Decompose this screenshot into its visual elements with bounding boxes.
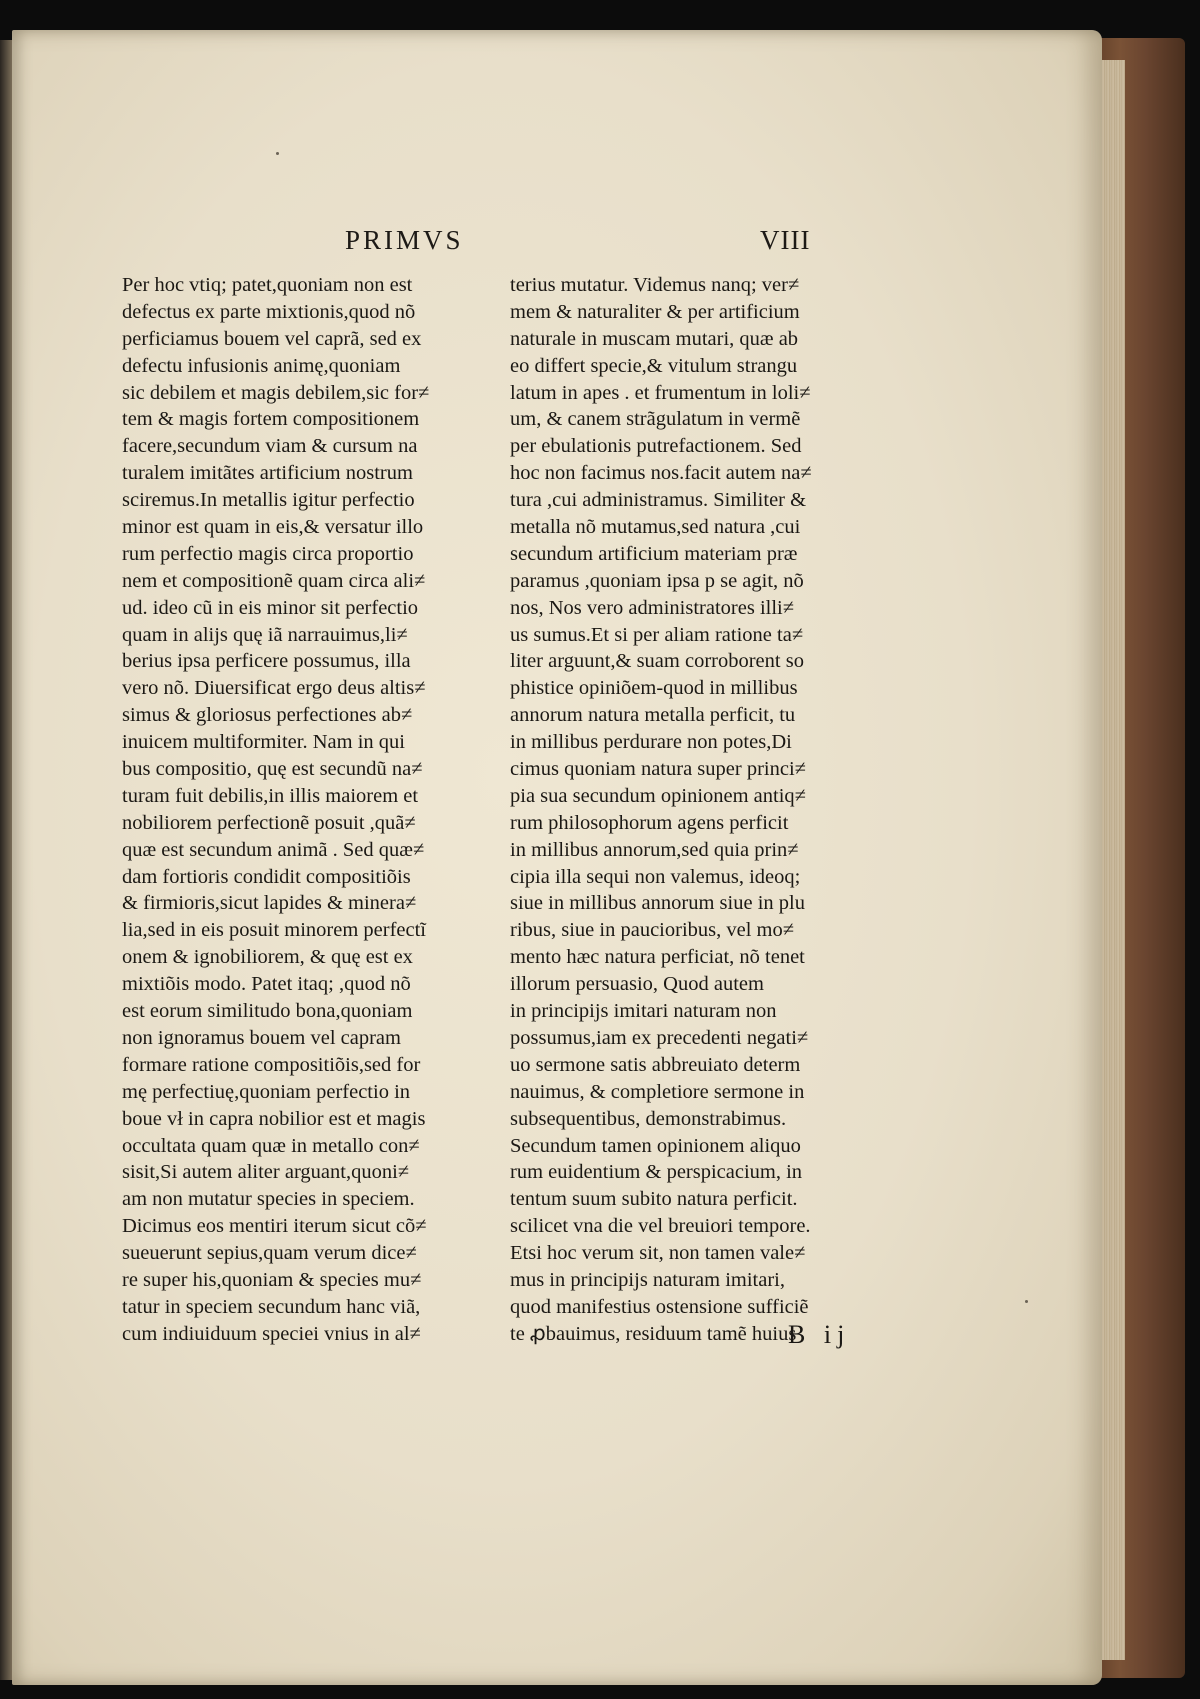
text-line: berius ipsa perficere possumus, illa — [122, 650, 411, 673]
left-page-edge — [0, 40, 12, 1680]
right-text-column — [510, 272, 910, 1348]
text-line: dam fortioris condidit compositiõis — [122, 865, 411, 888]
text-line: quam in alijs quę iã narrauimus,li≠ — [122, 623, 408, 646]
text-line: mento hæc natura perficiat, nõ tenet — [510, 946, 805, 969]
text-line: paramus ,quoniam ipsa p se agit, nõ — [510, 569, 804, 592]
text-line: nobiliorem perfectionẽ posuit ,quã≠ — [122, 811, 416, 834]
text-line: siue in millibus annorum siue in plu — [510, 892, 805, 915]
text-line: am non mutatur species in speciem. — [122, 1188, 415, 1211]
text-line: ud. ideo cũ in eis minor sit perfectio — [122, 596, 419, 619]
text-line: re super his,quoniam & species mu≠ — [122, 1268, 422, 1291]
text-line: subsequentibus, demonstrabimus. — [510, 1107, 787, 1130]
text-line: sic debilem et magis debilem,sic for≠ — [122, 381, 430, 404]
text-line: onem & ignobiliorem, & quę est ex — [122, 946, 413, 969]
text-line: perficiamus bouem vel caprã, sed ex — [122, 327, 422, 350]
text-line: minor est quam in eis,& versatur illo — [122, 516, 424, 539]
text-line: rum euidentium & perspicacium, in — [510, 1161, 803, 1184]
text-line: defectus ex parte mixtionis,quod nõ — [122, 300, 416, 323]
text-line: illorum persuasio, Quod autem — [510, 973, 764, 996]
text-line: scilicet vna die vel breuiori tempore. — [510, 1215, 811, 1238]
text-line: hoc non facimus nos.facit autem na≠ — [510, 462, 812, 485]
text-line: facere,secundum viam & cursum na — [122, 435, 418, 458]
signature-mark: B ij — [788, 1320, 851, 1349]
text-line: terius mutatur. Videmus nanq; ver≠ — [510, 274, 800, 296]
text-line: secundum artificium materiam præ — [510, 542, 798, 565]
folio-number: VIII — [760, 225, 811, 255]
text-line: nem et compositionẽ quam circa ali≠ — [122, 569, 426, 592]
text-line: formare ratione compositiõis,sed for — [122, 1053, 421, 1076]
text-line: mem & naturaliter & per artificium — [510, 300, 800, 323]
text-line: in millibus perdurare non potes,Di — [510, 731, 792, 754]
text-line: in principijs imitari naturam non — [510, 1000, 777, 1023]
text-line: quod manifestius ostensione sufficiẽ — [510, 1295, 809, 1318]
paper-speck — [1025, 1300, 1028, 1303]
text-line: naturale in muscam mutari, quæ ab — [510, 327, 799, 350]
text-line: tatur in speciem secundum hanc viã, — [122, 1295, 421, 1318]
text-line: turalem imitãtes artificium nostrum — [122, 462, 413, 485]
text-line: tentum suum subito natura perficit. — [510, 1188, 798, 1211]
text-line: quæ est secundum animã . Sed quæ≠ — [122, 838, 425, 861]
text-line: simus & gloriosus perfectiones ab≠ — [122, 704, 413, 727]
text-line: phistice opiniõem-quod in millibus — [510, 677, 798, 700]
text-line: liter arguunt,& suam corroborent so — [510, 650, 804, 673]
text-line: mę perfectiuę,quoniam perfectio in — [122, 1080, 411, 1103]
text-line: vero nõ. Diuersificat ergo deus altis≠ — [122, 677, 426, 700]
text-line: Secundum tamen opinionem aliquo — [510, 1134, 801, 1157]
text-line: possumus,iam ex precedenti negati≠ — [510, 1026, 809, 1049]
text-line: Per hoc vtiq; patet,quoniam non est — [122, 274, 413, 296]
text-line: nos, Nos vero administratores illi≠ — [510, 596, 794, 619]
text-line: cum indiuiduum speciei vnius in al≠ — [122, 1322, 421, 1345]
text-line: in millibus annorum,sed quia prin≠ — [510, 838, 799, 861]
text-line: sciremus.In metallis igitur perfectio — [122, 489, 415, 512]
text-line: mixtiõis modo. Patet itaq; ,quod nõ — [122, 973, 411, 996]
text-line: Etsi hoc verum sit, non tamen vale≠ — [510, 1242, 806, 1265]
text-line: latum in apes . et frumentum in loli≠ — [510, 381, 811, 404]
text-line: cimus quoniam natura super princi≠ — [510, 758, 806, 781]
text-line: eo differt specie,& vitulum strangu — [510, 354, 798, 377]
text-line: metalla nõ mutamus,sed natura ,cui — [510, 516, 801, 539]
text-line: est eorum similitudo bona,quoniam — [122, 1000, 413, 1023]
left-text-column — [122, 272, 522, 1348]
text-line: ribus, siue in paucioribus, vel mo≠ — [510, 919, 794, 942]
text-line: non ignoramus bouem vel capram — [122, 1026, 401, 1049]
text-line: um, & canem strãgulatum in vermẽ — [510, 408, 801, 431]
text-line: tem & magis fortem compositionem — [122, 408, 420, 431]
text-line: tura ,cui administramus. Similiter & — [510, 489, 807, 512]
text-line: occultata quam quæ in metallo con≠ — [122, 1134, 420, 1157]
text-line: pia sua secundum opinionem antiq≠ — [510, 784, 806, 807]
text-line: uo sermone satis abbreuiato determ — [510, 1053, 801, 1076]
text-line: & firmioris,sicut lapides & minera≠ — [122, 892, 417, 915]
text-line: per ebulationis putrefactionem. Sed — [510, 435, 802, 458]
paper-speck — [276, 152, 279, 155]
text-line: nauimus, & completiore sermone in — [510, 1080, 805, 1103]
text-line: Dicimus eos mentiri iterum sicut cõ≠ — [122, 1215, 427, 1238]
text-line: bus compositio, quę est secundũ na≠ — [122, 758, 423, 781]
text-line: lia,sed in eis posuit minorem perfectĩ — [122, 919, 427, 942]
text-line: rum perfectio magis circa proportio — [122, 542, 414, 565]
text-line: us sumus.Et si per aliam ratione ta≠ — [510, 623, 804, 646]
running-head-left: PRIMVS — [345, 225, 464, 255]
text-line: sisit,Si autem aliter arguant,quoni≠ — [122, 1161, 410, 1184]
text-line: sueuerunt sepius,quam verum dice≠ — [122, 1242, 417, 1265]
text-line: rum philosophorum agens perficit — [510, 811, 789, 834]
text-line: annorum natura metalla perficit, tu — [510, 704, 796, 727]
text-line: mus in principijs naturam imitari, — [510, 1268, 785, 1291]
text-line: cipia illa sequi non valemus, ideoq; — [510, 865, 801, 888]
text-line: turam fuit debilis,in illis maiorem et — [122, 784, 419, 807]
text-line: boue vł in capra nobilior est et magis — [122, 1107, 426, 1130]
text-line: defectu infusionis animę,quoniam — [122, 354, 401, 377]
text-line: te ꝓbauimus, residuum tamẽ huius — [510, 1322, 797, 1345]
text-line: inuicem multiformiter. Nam in qui — [122, 731, 405, 754]
